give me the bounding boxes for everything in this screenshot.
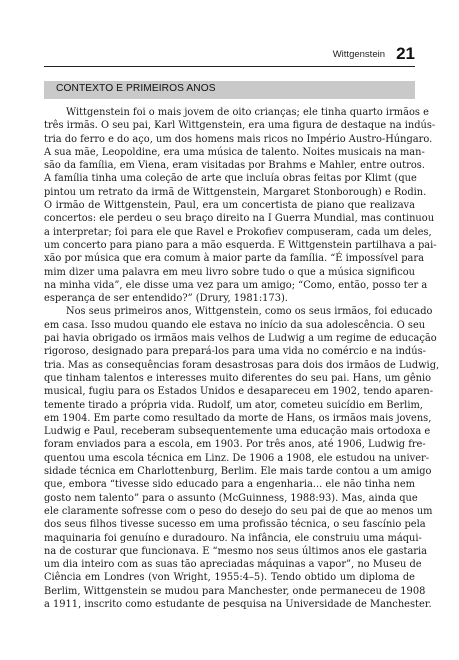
body-line: O irmão de Wittgenstein, Paul, era um concertista de piano que realizava [44,200,415,212]
page-number: 21 [396,44,415,63]
body-line: pintou um retrato da irmã de Wittgenstein, Margaret Stonborough) e Rodin. [44,186,427,198]
body-line: na minha vida”, ele disse uma vez para um amigo; “Como, então, posso ter a [44,279,428,291]
body-line: A família tinha uma coleção de arte que incluía obras feitas por Klimt (que [44,173,417,185]
body-line: em casa. Isso mudou quando ele estava no início da sua adolescência. O seu [44,319,426,331]
body-line: xão por música que era comum à maior parte da família. “É impossível para [44,253,424,265]
section-title: CONTEXTO E PRIMEIROS ANOS [56,83,216,94]
body-line: um dia inteiro com as suas tão apreciadas máquinas a vapor”, no Museu de [44,559,422,571]
body-line: Nos seus primeiros anos, Wittgenstein, como os seus irmãos, foi educado [66,306,433,318]
body-line: Wittgenstein foi o mais jovem de oito crianças; ele tinha quarto irmãos e [66,107,429,118]
body-line: quentou uma escola técnica em Linz. De 1906 a 1908, ele estudou na univer- [44,452,430,464]
body-line: a 1911, inscrito como estudante de pesquisa na Universidade de Manchester. [44,598,432,610]
body-line: gosto nem talento” para o assunto (McGuinness, 1988:93). Mas, ainda que [44,492,418,504]
body-line: Ludwig e Paul, receberam subsequentemente uma educação mais ortodoxa e [44,426,431,438]
body-line: tria. Mas as consequências foram desastrosas para dois dos irmãos de Ludwig, [44,359,440,371]
running-title: Wittgenstein [332,49,385,60]
body-line: que, embora “tivesse sido educado para a engenharia... ele não tinha nem [44,479,415,491]
body-line: na de costurar que funcionava. E “mesmo nos seus últimos anos ele gastaria [44,545,428,557]
body-line: musical, fugiu para os Estados Unidos e desapareceu em 1902, tendo aparen- [44,386,434,398]
body-line: são da família, em Viena, eram visitadas por Brahms e Mahler, entre outros. [44,160,425,172]
body-line: a interpretar; foi para ele que Ravel e Prokofiev compuseram, cada um deles, [44,226,432,238]
section-heading-bar [44,81,415,99]
body-line: rigoroso, designado para prepará-los para uma vida no comércio e na indús- [44,346,426,358]
page-header [44,44,415,67]
body-line: esperança de ser entendido?” (Drury, 1981:173). [44,293,288,305]
body-line: maquinaria foi genuíno e duradouro. Na infância, ele construiu uma máqui- [44,532,422,544]
body-line: pai havia obrigado os irmãos mais velhos de Ludwig a um regime de educação [44,333,437,345]
body-line: tria do ferro e do aço, um dos homens mais ricos no Império Austro-Húngaro. [44,133,433,145]
body-line: três irmãs. O seu pai, Karl Wittgenstein, era uma figura de destaque na indús- [44,120,436,132]
body-line: foram enviados para a escola, em 1903. Por três anos, até 1906, Ludwig fre- [44,439,426,451]
body-line: A sua mãe, Leopoldine, era uma música de talento. Noites musicais na man- [44,146,425,158]
body-line: temente tirado a própria vida. Rudolf, um ator, cometeu suicídio em Berlim, [44,399,423,411]
body-line: Berlim, Wittgenstein se mudou para Manchester, onde permaneceu de 1908 [44,585,426,597]
body-text [44,106,440,611]
body-line: Ciência em Londres (von Wright, 1955:4–5). Tendo obtido um diploma de [44,572,415,584]
body-line: ele claramente sofresse com o peso do desejo do seu pai de que ao menos um [44,505,433,517]
body-line: em 1904. Em parte como resultado da morte de Hans, os irmãos mais jovens, [44,412,432,424]
body-line: um concerto para piano para a mão esquerda. E Wittgenstein partilhava a pai- [44,239,437,251]
body-line: que tinham talentos e interesses muito diferentes do seu pai. Hans, um gênio [44,372,432,384]
body-line: mim dizer uma palavra em meu livro sobre tudo o que a música significou [44,266,415,278]
body-line: dos seus filhos tivesse sucesso em uma profissão técnica, o seu fascínio pela [44,519,426,531]
body-line: sidade técnica em Charlottenburg, Berlim. Ele mais tarde contou a um amigo [44,466,432,478]
body-line: concertos: ele perdeu o seu braço direito na I Guerra Mundial, mas continuou [44,213,435,225]
